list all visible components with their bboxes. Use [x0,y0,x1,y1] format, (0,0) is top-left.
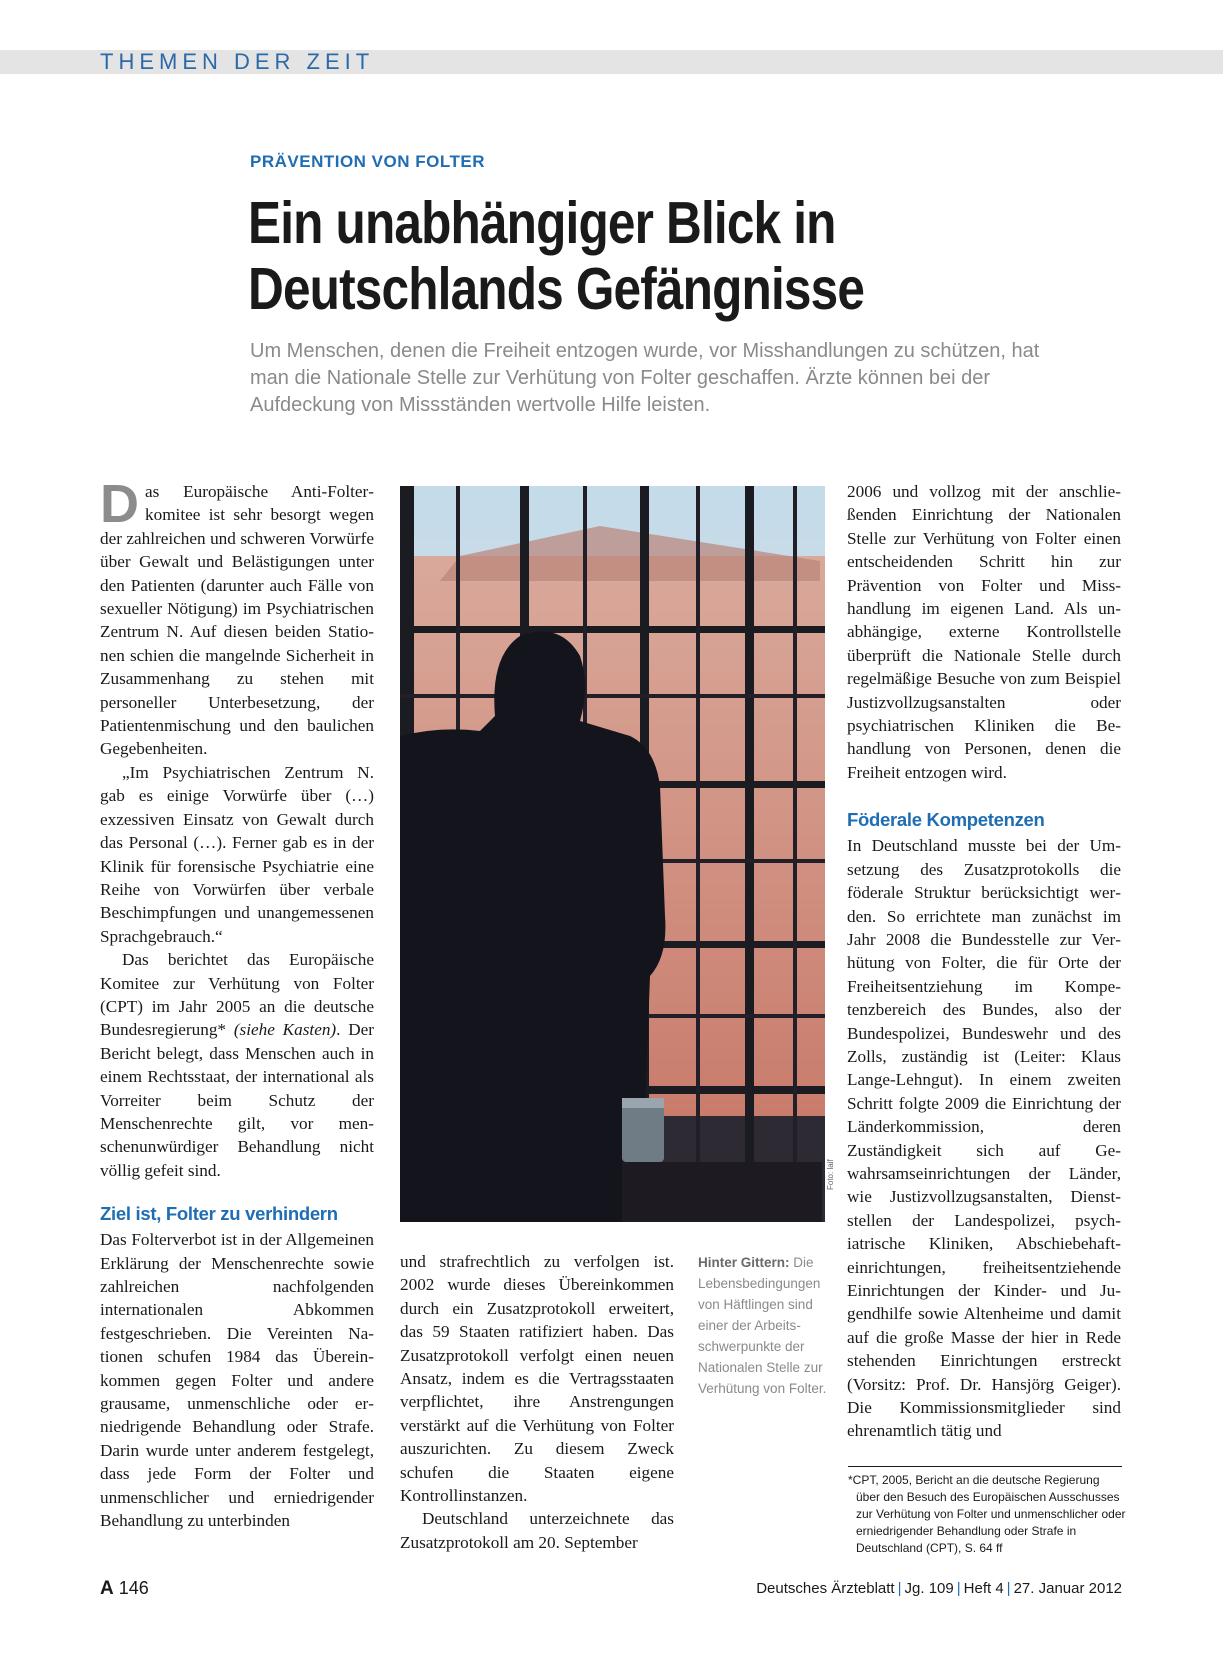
article-headline [248,190,1004,322]
article-photo [400,486,825,1222]
drop-cap: D [100,474,139,534]
box-reference: (siehe Kasten) [233,1020,337,1040]
paragraph: In Deutschland musste bei der Umsetzung des Zusatzprotokolls die föderale Struktur berücksichtigt werden. So errichtete man zunächst im Jahr 2008 die Bundesstelle zur Verhütung von Folter, die für Orte der Freiheitsentziehung im Kompetenzbereich des Bundes, also der Bundespolizei, Bundeswehr und des Zolls, zuständig ist (Leiter: Klaus Lange-Lehngut). In einem zweiten Schritt folgte 2009 die Einrichtung der Länderkommission, deren Zuständigkeit sich auf Gewahrsamseinrichtungen der Länder, wie Justizvollzugsanstalten, Dienststellen der Landespolizei, psychiatrische Kliniken, Abschiebehafteinrichtungen, freiheitsentziehende Einrichtungen der Kinder- und Jugendhilfe sowie Altenheime und damit auf die große Masse der hier in Rede stehenden Einrichtungen erstreckt (Vorsitz: Prof. Dr. Hansjörg Geiger). Die Kommissionsmitglieder sind ehrenamtlich tätig und [847,836,1121,1441]
subheading: Föderale Kompetenzen [847,809,1045,831]
section-label: THEMEN DER ZEIT [100,49,375,74]
volume: Jg. 109 [904,1580,954,1597]
footnote [848,1472,1128,1557]
paragraph [100,948,374,1182]
paragraph-text: as Europäische Anti-Folterkomitee ist sehr besorgt wegen der zahlreichen und schweren Vorwürfe über Gewalt und Belästigungen unter den Patienten (darunter auch Fälle von sexueller Nötigung) im Psychiatrischen Zentrum N. Auf diesen beiden Stationen schien die mangelnde Sicherheit in Zusammenhang zu stehen mit personeller Unterbesetzung, der Patientenmischung und den baulichen Gegebenheiten. [100,482,374,759]
paragraph: Das Folterverbot ist in der Allgemeinen Erklärung der Menschenrechte sowie zahlreichen nachfolgenden internationalen Abkommen festgeschrieben. Die Vereinten Nationen schufen 1984 das Übereinkommen gegen Folter und andere grausame, unmenschliche oder erniedrigende Behandlung oder Strafe. Darin wurde unter anderem festgelegt, dass jede Form der Folter und unmenschlicher und erniedrigender Behandlung zu unterbinden [100,1230,374,1531]
column-2 [400,1250,674,1554]
paragraph: und strafrechtlich zu verfolgen ist. 2002 wurde dieses Übereinkommen durch ein Zusatzprotokoll erweitert, das 59 Staaten ratifiziert haben. Das Zusatzprotokoll verfolgt einen neuen Ansatz, indem es die Vertragsstaaten verpflichtet, ihre Anstrengungen verstärkt auf die Verhütung von Folter auszurichten. Zu diesem Zweck schufen die Staaten eigene Kontrollinstanzen. [400,1252,674,1506]
headline-line-2: Deutschlands Gefängnisse [248,256,865,322]
article-lede: Um Menschen, denen die Freiheit entzogen wurde, vor Misshandlungen zu schützen, hat man die Nationale Stelle zur Verhütung von Folter geschaffen. Ärzte können bei der Aufdeckung von Missständen wertvolle Hilfe leisten. [250,340,1040,416]
paragraph-text: Das berichtet das Europäische Komitee zur Verhütung von Folter (CPT) im Jahr 2005 an die deutsche Bundesregierung* [100,950,374,1040]
issue: Heft 4 [963,1580,1004,1597]
separator: | [897,1580,902,1597]
column-1 [100,474,375,1532]
paragraph: „Im Psychiatrischen Zentrum N. gab es einige Vorwürfe über (…) exzessiven Einsatz von Gewalt durch das Personal (…). Ferner gab es in der Klinik für forensische Psychiatrie eine Reihe von Vorwürfen über verbale Beschimpfungen und unangemessenen Sprachgebrauch.“ [100,762,374,946]
page-number-value: 146 [118,1578,149,1598]
paragraph-text: . Der Bericht belegt, dass Menschen auch in einem Rechtsstaat, der international als Vorreiter beim Schutz der Menschenrechte gilt, vor menschenunwürdiger Behandlung nicht völlig gefeit sind. [100,1020,375,1180]
headline-line-1: Ein unabhängiger Blick in [248,190,836,256]
photo-caption [698,1252,828,1399]
paragraph [100,474,374,761]
footnote-rule [848,1466,1122,1467]
paragraph: 2006 und vollzog mit der anschließenden Einrichtung der Nationalen Stelle zur Verhütung von Folter einen entscheidenden Schritt hin zur Prävention von Folter und Misshandlung im eigenen Land. Als unabhängige, externe Kontrollstelle überprüft die Nationale Stelle durch regelmäßige Besuche von zum Beispiel Justizvollzugsanstalten oder psychiatrischen Kliniken die Behandlung von Personen, denen die Freiheit entzogen wird. [847,482,1121,782]
caption-text: Die Lebensbedingungen von Häftlingen sind einer der Arbeitsschwerpunkte der Nationalen Stelle zur Verhütung von Folter. [698,1255,827,1396]
prison-window-image [400,486,825,1222]
footnote-continuation: über den Besuch des Europäischen Ausschusses zur Verhütung von Folter und unmenschlicher oder erniedrigender Behandlung oder Strafe in Deutschland (CPT), S. 64 ff [856,1490,1126,1555]
caption-title: Hinter Gittern: [698,1255,790,1270]
separator: | [956,1580,961,1597]
article-kicker: PRÄVENTION VON FOLTER [250,152,485,171]
journal-name: Deutsches Ärzteblatt [756,1580,895,1597]
subheading: Ziel ist, Folter zu verhindern [100,1203,338,1225]
page-number [100,1578,149,1600]
footnote-line-1: *CPT, 2005, Bericht an die deutsche Regierung [848,1473,1100,1487]
photo-credit: Foto: laif [826,1159,835,1190]
footer-masthead [756,1580,1122,1597]
page-prefix: A [100,1578,114,1599]
separator: | [1006,1580,1011,1597]
issue-date: 27. Januar 2012 [1013,1580,1122,1597]
column-3 [847,480,1121,1443]
paragraph: Deutschland unterzeichnete das Zusatzprotokoll am 20. September [400,1509,674,1552]
